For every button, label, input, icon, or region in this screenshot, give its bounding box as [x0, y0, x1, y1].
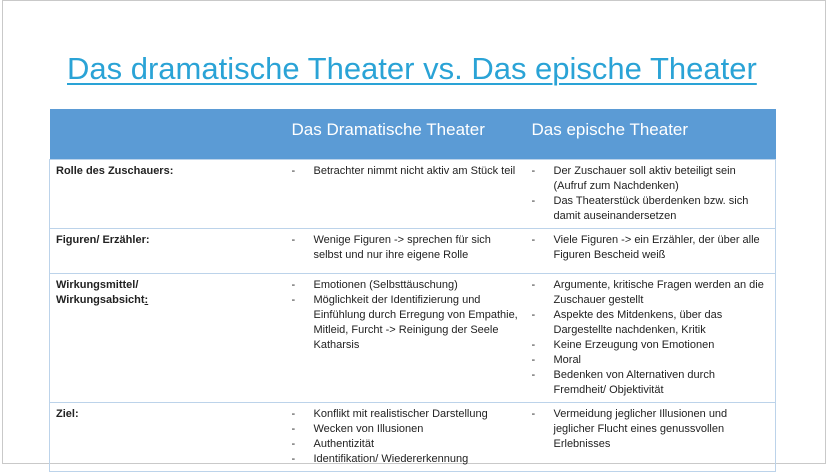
header-dramatic: Das Dramatische Theater	[286, 109, 526, 160]
list-item: - Argumente, kritische Fragen werden an die Zuschauer gestellt	[532, 278, 770, 308]
row-label-line-2: Wirkungsabsicht:	[56, 294, 149, 306]
list-item: - Möglichkeit der Identifizierung und Einfühlung durch Erregung von Empathie, Mitleid, Furcht -> Reinigung der Seele Katharsis	[292, 293, 520, 353]
epic-cell	[526, 160, 776, 229]
list-item: - Emotionen (Selbsttäuschung)	[292, 278, 520, 293]
dramatic-cell	[286, 403, 526, 472]
epic-cell	[526, 274, 776, 403]
list-item: - Identifikation/ Wiedererkennung	[292, 452, 520, 467]
list-item: - Betrachter nimmt nicht aktiv am Stück teil	[292, 164, 520, 179]
comparison-table	[49, 109, 776, 472]
dramatic-cell	[286, 160, 526, 229]
dramatic-cell	[286, 229, 526, 274]
table-row	[50, 229, 776, 274]
list-item: - Viele Figuren -> ein Erzähler, der über alle Figuren Bescheid weiß	[532, 233, 770, 263]
row-label-line-1: Wirkungsmittel/	[56, 279, 139, 291]
table-row	[50, 160, 776, 229]
list-item: - Wecken von Illusionen	[292, 422, 520, 437]
epic-cell	[526, 229, 776, 274]
row-label	[50, 274, 286, 403]
epic-cell	[526, 403, 776, 472]
row-label: Ziel:	[50, 403, 286, 472]
row-label: Figuren/ Erzähler:	[50, 229, 286, 274]
row-label: Rolle des Zuschauers:	[50, 160, 286, 229]
list-item: - Vermeidung jeglicher Illusionen und jeglicher Flucht eines genussvollen Erlebnisses	[532, 407, 770, 452]
table-row	[50, 274, 776, 403]
list-item: - Moral	[532, 353, 770, 368]
list-item: - Der Zuschauer soll aktiv beteiligt sein (Aufruf zum Nachdenken)	[532, 164, 770, 194]
slide-title: Das dramatische Theater vs. Das epische Theater	[67, 51, 757, 86]
header-epic: Das epische Theater	[526, 109, 776, 160]
list-item: - Bedenken von Alternativen durch Fremdheit/ Objektivität	[532, 368, 770, 398]
table-row	[50, 403, 776, 472]
header-empty	[50, 109, 286, 160]
list-item: - Keine Erzeugung von Emotionen	[532, 338, 770, 353]
dramatic-cell	[286, 274, 526, 403]
list-item: - Das Theaterstück überdenken bzw. sich damit auseinandersetzen	[532, 194, 770, 224]
list-item: - Authentizität	[292, 437, 520, 452]
list-item: - Wenige Figuren -> sprechen für sich selbst und nur ihre eigene Rolle	[292, 233, 520, 263]
list-item: - Konflikt mit realistischer Darstellung	[292, 407, 520, 422]
table-header-row	[50, 109, 776, 160]
list-item: - Aspekte des Mitdenkens, über das Dargestellte nachdenken, Kritik	[532, 308, 770, 338]
slide	[2, 0, 826, 464]
